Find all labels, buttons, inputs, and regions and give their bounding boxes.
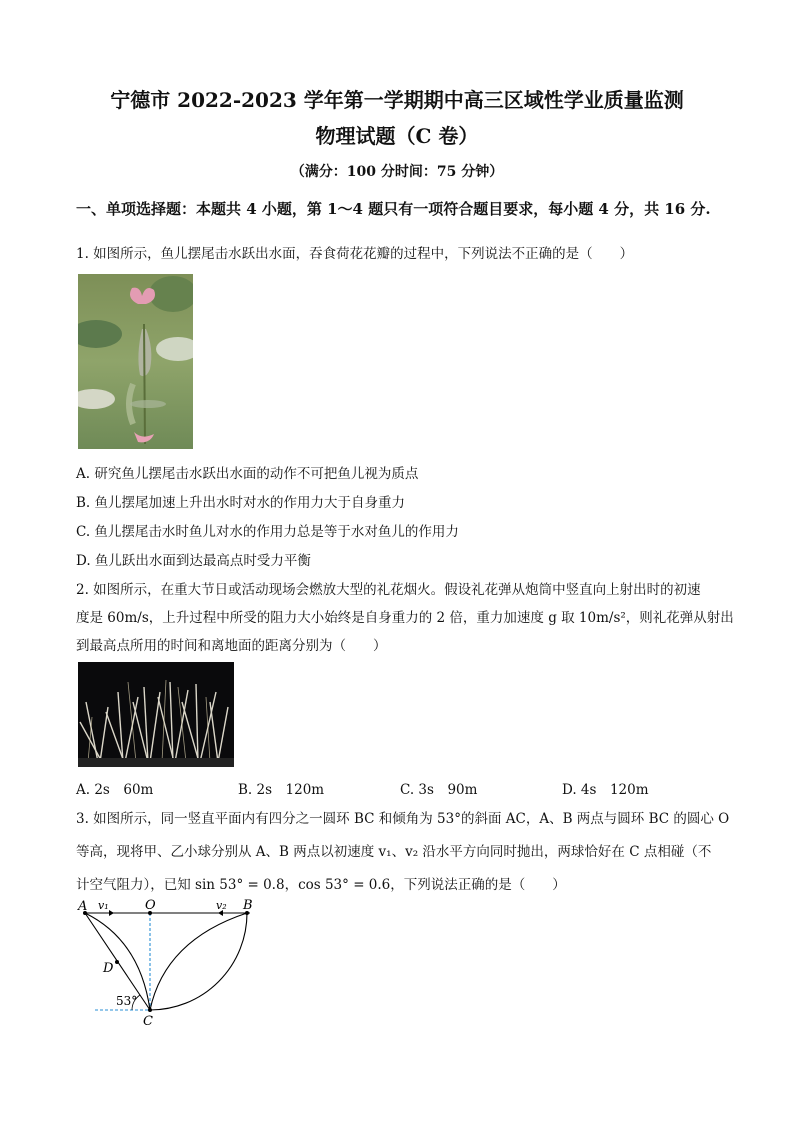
question-2-stem-line-2: 度是 60m/s，上升过程中所受的阻力大小始终是自身重力的 2 倍，重力加速度 g 取 10m/s²，则礼花弹从射出 bbox=[76, 610, 734, 626]
question-1-stem: 1. 如图所示，鱼儿摆尾击水跃出水面，吞食荷花花瓣的过程中，下列说法不正确的是（ ） bbox=[76, 246, 634, 262]
exam-title: 宁德市 2022-2023 学年第一学期期中高三区域性学业质量监测 bbox=[110, 88, 684, 112]
exam-subtitle: 物理试题（C 卷） bbox=[315, 124, 479, 148]
question-2-stem-line-3: 到最高点所用的时间和离地面的距离分别为（ ） bbox=[76, 638, 387, 654]
question-2-option-b: B. 2s 120m bbox=[238, 782, 325, 798]
question-1-option-d: D. 鱼儿跃出水面到达最高点时受力平衡 bbox=[76, 553, 311, 569]
point-o-label: O bbox=[145, 898, 156, 913]
point-d-label: D bbox=[103, 961, 114, 976]
question-3-stem-line-1: 3. 如图所示，同一竖直平面内有四分之一圆环 BC 和倾角为 53°的斜面 AC，A、B 两点与圆环 BC 的圆心 O bbox=[76, 811, 730, 827]
fish-lotus-photo-icon bbox=[78, 274, 193, 449]
point-c-label: C bbox=[143, 1014, 153, 1029]
question-2-stem-line-1: 2. 如图所示，在重大节日或活动现场会燃放大型的礼花烟火。假设礼花弹从炮筒中竖直向上射出时的初速 bbox=[76, 582, 701, 598]
projectile-diagram bbox=[70, 895, 270, 1030]
section-heading: 一、单项选择题：本题共 4 小题，第 1～4 题只有一项符合题目要求，每小题 4 分，共 16 分. bbox=[76, 200, 711, 218]
velocity-v1-label: v₁ bbox=[98, 899, 109, 912]
point-b-label: B bbox=[243, 898, 253, 913]
angle-label: 53° bbox=[116, 994, 138, 1008]
question-3-stem-line-3: 计空气阻力），已知 sin 53° = 0.8，cos 53° = 0.6，下列说法正确的是（ ） bbox=[76, 877, 566, 893]
question-1-option-a: A. 研究鱼儿摆尾击水跃出水面的动作不可把鱼儿视为质点 bbox=[76, 466, 419, 482]
point-a-label: A bbox=[78, 899, 88, 914]
question-3-stem-line-2: 等高，现将甲、乙小球分别从 A、B 两点以初速度 v₁、v₂ 沿水平方向同时抛出，两球恰好在 C 点相碰（不 bbox=[76, 844, 712, 860]
question-2-option-c: C. 3s 90m bbox=[400, 782, 478, 798]
question-2-option-d: D. 4s 120m bbox=[562, 782, 649, 798]
question-1-option-c: C. 鱼儿摆尾击水时鱼儿对水的作用力总是等于水对鱼儿的作用力 bbox=[76, 524, 459, 540]
question-1-option-b: B. 鱼儿摆尾加速上升出水时对水的作用力大于自身重力 bbox=[76, 495, 406, 511]
velocity-v2-label: v₂ bbox=[216, 899, 227, 912]
question-2-option-a: A. 2s 60m bbox=[76, 782, 154, 798]
fireworks-photo-icon bbox=[78, 662, 234, 767]
exam-duration: （满分：100 分时间：75 分钟） bbox=[290, 164, 504, 180]
